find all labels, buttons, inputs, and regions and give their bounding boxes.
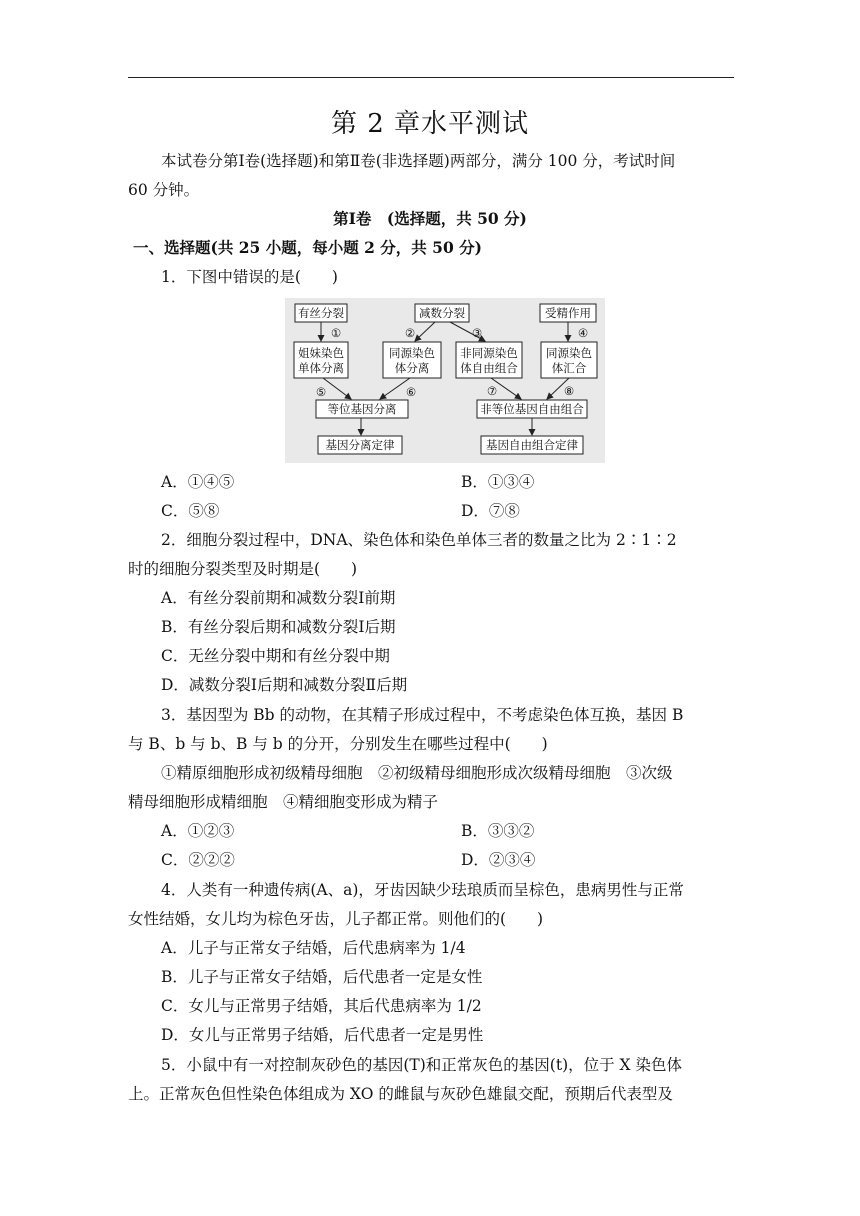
part1-heading: 第Ⅰ卷 (选择题，共 50 分)	[333, 209, 527, 228]
q4-stem-1: 4．人类有一种遗传病(A、a)，牙齿因缺少珐琅质而呈棕色，患病男性与正常	[161, 881, 684, 899]
intro-line-2: 60 分钟。	[128, 181, 200, 199]
page-title: 第 2 章水平测试	[330, 109, 530, 139]
label-mitosis: 有丝分裂	[298, 306, 344, 320]
label-allele-separate: 等位基因分离	[327, 402, 397, 416]
q3-statements-2: 精母细胞形成精细胞 ④精细胞变形成为精子	[128, 793, 439, 811]
label-m3b: 体自由组合	[460, 361, 518, 375]
q4-option-b: B．儿子与正常女子结婚，后代患者一定是女性	[161, 968, 483, 986]
label-assortment-law: 基因自由组合定律	[486, 438, 578, 452]
q3-option-a: A．①②③	[161, 822, 235, 840]
q1-option-b: B．①③④	[461, 473, 535, 491]
q2-stem-2: 时的细胞分裂类型及时期是( )	[128, 560, 358, 578]
num-4: ④	[577, 326, 589, 340]
label-m1a: 姐妹染色	[298, 346, 344, 360]
intro-line-1: 本试卷分第Ⅰ卷(选择题)和第Ⅱ卷(非选择题)两部分，满分 100 分，考试时间	[161, 152, 676, 170]
q5-stem-1: 5．小鼠中有一对控制灰砂色的基因(T)和正常灰色的基因(t)，位于 X 染色体	[161, 1056, 683, 1074]
q3-statements-1: ①精原细胞形成初级精母细胞 ②初级精母细胞形成次级精母细胞 ③次级	[161, 764, 673, 782]
label-meiosis: 减数分裂	[419, 306, 465, 320]
q3-option-d: D．②③④	[461, 851, 536, 869]
q2-option-c: C．无丝分裂中期和有丝分裂中期	[161, 647, 390, 665]
label-m1b: 单体分离	[298, 361, 344, 375]
label-m4a: 同源染色	[546, 346, 592, 360]
q1-option-a: A．①④⑤	[161, 473, 235, 491]
q1-stem: 1．下图中错误的是( )	[161, 268, 338, 286]
label-m2a: 同源染色	[389, 346, 435, 360]
q2-option-b: B．有丝分裂后期和减数分裂Ⅰ后期	[161, 618, 396, 636]
num-5: ⑤	[315, 385, 327, 399]
q1-option-d: D．⑦⑧	[461, 502, 520, 520]
label-fertilization: 受精作用	[545, 306, 591, 320]
q3-stem-2: 与 B、b 与 b、B 与 b 的分开，分别发生在哪些过程中( )	[128, 735, 548, 753]
q3-stem-1: 3．基因型为 Bb 的动物，在其精子形成过程中，不考虑染色体互换，基因 B	[161, 706, 684, 724]
q4-option-d: D．女儿与正常男子结婚，后代患者一定是男性	[161, 1026, 484, 1044]
q2-option-a: A．有丝分裂前期和减数分裂Ⅰ前期	[161, 589, 396, 607]
q2-option-d: D．减数分裂Ⅰ后期和减数分裂Ⅱ后期	[161, 676, 408, 694]
section-heading: 一、选择题(共 25 小题，每小题 2 分，共 50 分)	[133, 238, 482, 257]
q2-stem-1: 2．细胞分裂过程中，DNA、染色体和染色单体三者的数量之比为 2∶1∶2	[161, 531, 677, 549]
num-6: ⑥	[405, 385, 417, 399]
q5-stem-2: 上。正常灰色但性染色体组成为 XO 的雌鼠与灰砂色雄鼠交配，预期后代表型及	[128, 1085, 673, 1103]
q4-option-a: A．儿子与正常女子结婚，后代患病率为 1/4	[161, 939, 466, 957]
num-7: ⑦	[486, 384, 498, 398]
num-3: ③	[471, 326, 483, 340]
num-1: ①	[330, 326, 342, 340]
num-2: ②	[404, 326, 416, 340]
label-segregation-law: 基因分离定律	[325, 438, 395, 452]
label-nonallele-combine: 非等位基因自由组合	[480, 402, 584, 416]
q3-option-b: B．③③②	[461, 822, 535, 840]
label-m4b: 体汇合	[551, 361, 587, 375]
q4-option-c: C．女儿与正常男子结婚，其后代患病率为 1/2	[161, 997, 482, 1015]
q1-option-c: C．⑤⑧	[161, 502, 220, 520]
label-m2b: 体分离	[394, 361, 430, 375]
top-rule	[128, 77, 734, 78]
q3-option-c: C．②②②	[161, 851, 235, 869]
q4-stem-2: 女性结婚，女儿均为棕色牙齿，儿子都正常。则他们的( )	[128, 910, 544, 928]
label-m3a: 非同源染色	[460, 346, 518, 360]
num-8: ⑧	[563, 384, 575, 398]
q1-diagram	[285, 298, 605, 463]
